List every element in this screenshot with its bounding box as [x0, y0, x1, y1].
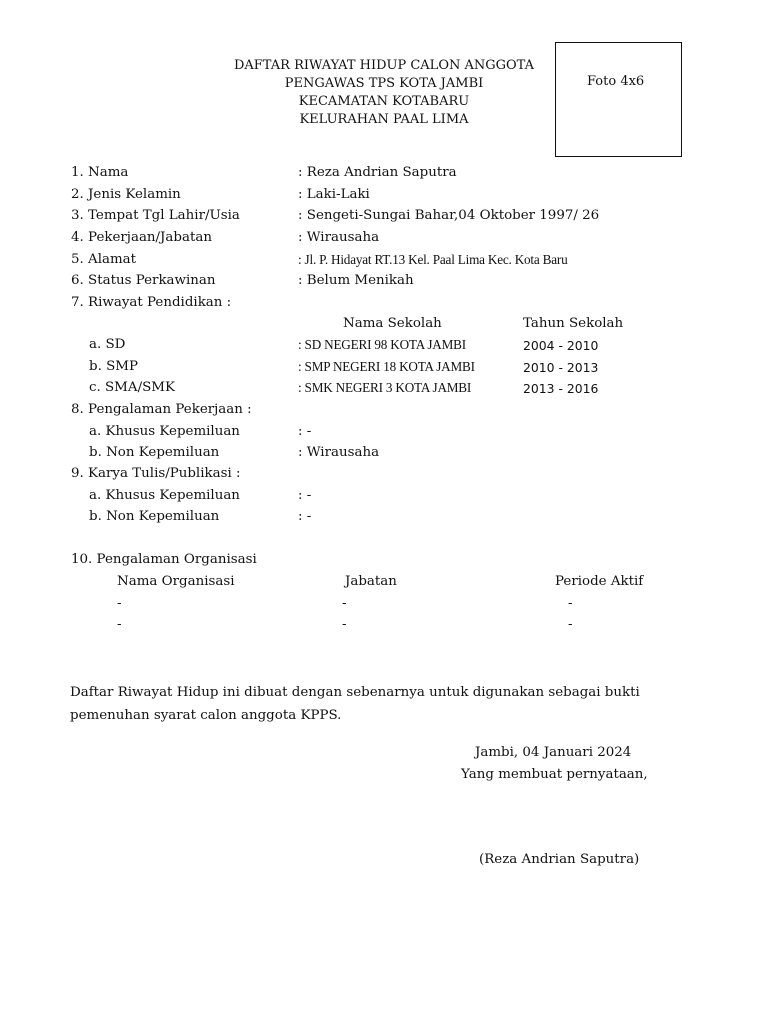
organization-cell: - — [568, 617, 573, 632]
organization-cell: - — [568, 596, 573, 611]
photo-label: Foto 4x6 — [587, 74, 645, 89]
work-label-khusus: a. Khusus Kepemiluan — [89, 424, 240, 439]
field-label-ttl: 3. Tempat Tgl Lahir/Usia — [71, 208, 240, 223]
publication-value-non: : - — [298, 509, 312, 524]
signature-name: (Reza Andrian Saputra) — [479, 852, 640, 867]
education-school-sma: : SMK NEGERI 3 KOTA JAMBI — [298, 380, 472, 395]
work-heading: 8. Pengalaman Pekerjaan : — [71, 402, 252, 417]
organization-cell: - — [342, 617, 347, 632]
publication-label-non: b. Non Kepemiluan — [89, 509, 220, 524]
field-label-jenis-kelamin: 2. Jenis Kelamin — [71, 187, 181, 202]
field-label-nama: 1. Nama — [71, 165, 129, 180]
field-label-status: 6. Status Perkawinan — [71, 273, 216, 288]
publication-heading: 9. Karya Tulis/Publikasi : — [71, 466, 241, 481]
field-value-status: : Belum Menikah — [298, 273, 414, 288]
field-value-alamat: : Jl. P. Hidayat RT.13 Kel. Paal Lima Kec. Kota Baru — [298, 252, 568, 267]
field-value-ttl: : Sengeti-Sungai Bahar,04 Oktober 1997/ 26 — [298, 208, 600, 223]
organization-cell: - — [342, 596, 347, 611]
title-line: KELURAHAN PAAL LIMA — [299, 112, 469, 127]
education-years-sma: 2013 - 2016 — [523, 381, 599, 396]
education-school-smp: : SMP NEGERI 18 KOTA JAMBI — [298, 359, 475, 374]
field-label-alamat: 5. Alamat — [71, 252, 137, 267]
publication-label-khusus: a. Khusus Kepemiluan — [89, 488, 240, 503]
organization-col-position: Jabatan — [345, 574, 397, 589]
organization-heading: 10. Pengalaman Organisasi — [71, 552, 257, 567]
organization-cell: - — [117, 617, 122, 632]
field-label-pendidikan: 7. Riwayat Pendidikan : — [71, 295, 232, 310]
statement-line: pemenuhan syarat calon anggota KPPS. — [70, 708, 342, 723]
work-label-non: b. Non Kepemiluan — [89, 445, 220, 460]
title-line: DAFTAR RIWAYAT HIDUP CALON ANGGOTA — [233, 58, 535, 73]
field-value-pekerjaan: : Wirausaha — [298, 230, 380, 245]
signature-place-date: Jambi, 04 Januari 2024 — [475, 745, 632, 760]
education-label-sd: a. SD — [89, 337, 126, 352]
education-col-year: Tahun Sekolah — [523, 316, 624, 331]
education-years-sd: 2004 - 2010 — [523, 338, 599, 353]
statement-line: Daftar Riwayat Hidup ini dibuat dengan sebenarnya untuk digunakan sebagai bukti — [70, 685, 640, 700]
photo-box — [555, 42, 682, 157]
organization-col-period: Periode Aktif — [555, 574, 644, 589]
title-line: PENGAWAS TPS KOTA JAMBI — [284, 76, 484, 91]
education-years-smp: 2010 - 2013 — [523, 360, 599, 375]
statement-paragraph — [70, 681, 710, 727]
education-school-sd: : SD NEGERI 98 KOTA JAMBI — [298, 337, 466, 352]
publication-value-khusus: : - — [298, 488, 312, 503]
education-col-school: Nama Sekolah — [343, 316, 442, 331]
education-label-sma: c. SMA/SMK — [89, 380, 175, 395]
organization-cell: - — [117, 596, 122, 611]
field-label-pekerjaan: 4. Pekerjaan/Jabatan — [71, 230, 212, 245]
work-value-non: : Wirausaha — [298, 445, 380, 460]
work-value-khusus: : - — [298, 424, 312, 439]
education-label-smp: b. SMP — [89, 359, 138, 374]
title-line: KECAMATAN KOTABARU — [298, 94, 470, 109]
signature-maker: Yang membuat pernyataan, — [461, 767, 648, 782]
document-title — [200, 57, 568, 129]
field-value-jenis-kelamin: : Laki-Laki — [298, 187, 370, 202]
field-value-nama: : Reza Andrian Saputra — [298, 165, 457, 180]
organization-col-name: Nama Organisasi — [117, 574, 235, 589]
